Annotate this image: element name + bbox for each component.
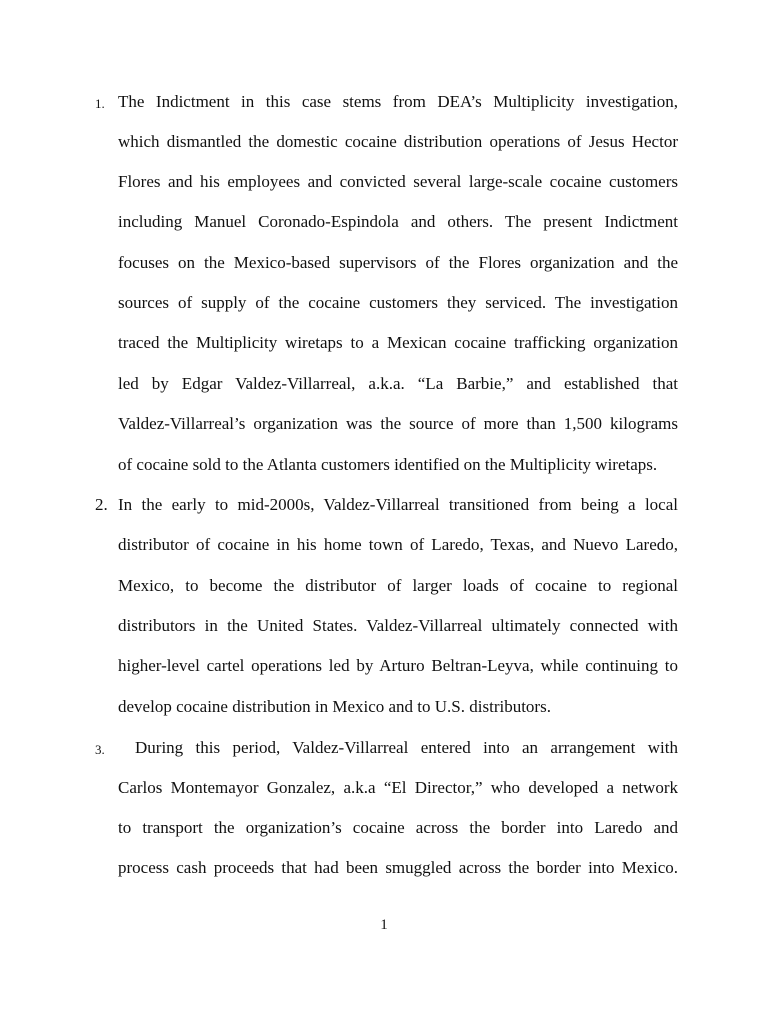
paragraph-number: 2. [95,495,108,514]
text-line: Flores and his employees and convicted several large-scale cocaine customers [118,172,678,191]
text-line: process cash proceeds that had been smuggled across the border into Mexico. [118,858,678,877]
text-line: higher-level cartel operations led by Arturo Beltran-Leyva, while continuing to [118,656,678,675]
text-line: sources of supply of the cocaine customers they serviced. The investigation [118,293,678,312]
text-line: Mexico, to become the distributor of larger loads of cocaine to regional [118,576,678,595]
text-line: of cocaine sold to the Atlanta customers identified on the Multiplicity wiretaps. [118,455,658,474]
text-line: distributor of cocaine in his home town of Laredo, Texas, and Nuevo Laredo, [118,535,678,554]
text-line: to transport the organization’s cocaine across the border into Laredo and [118,818,678,837]
text-line: develop cocaine distribution in Mexico and to U.S. distributors. [118,697,551,716]
text-line: including Manuel Coronado-Espindola and others. The present Indictment [118,212,678,231]
text-line: Carlos Montemayor Gonzalez, a.k.a “El Director,” who developed a network [118,778,678,797]
text-line: distributors in the United States. Valdez-Villarreal ultimately connected with [118,616,678,635]
paragraph-number: 3. [95,742,105,757]
text-line: Valdez-Villarreal’s organization was the source of more than 1,500 kilograms [118,414,678,433]
text-line: traced the Multiplicity wiretaps to a Mexican cocaine trafficking organization [118,333,678,352]
text-line: focuses on the Mexico-based supervisors of the Flores organization and the [118,253,678,272]
page-number: 1 [380,917,388,933]
text-line: During this period, Valdez-Villarreal entered into an arrangement with [135,738,678,757]
text-line: In the early to mid-2000s, Valdez-Villarreal transitioned from being a local [118,495,678,514]
text-line: The Indictment in this case stems from DEA’s Multiplicity investigation, [118,92,678,111]
paragraph-number: 1. [95,96,105,111]
text-line: led by Edgar Valdez-Villarreal, a.k.a. “La Barbie,” and established that [118,374,678,393]
text-line: which dismantled the domestic cocaine distribution operations of Jesus Hector [118,132,678,151]
